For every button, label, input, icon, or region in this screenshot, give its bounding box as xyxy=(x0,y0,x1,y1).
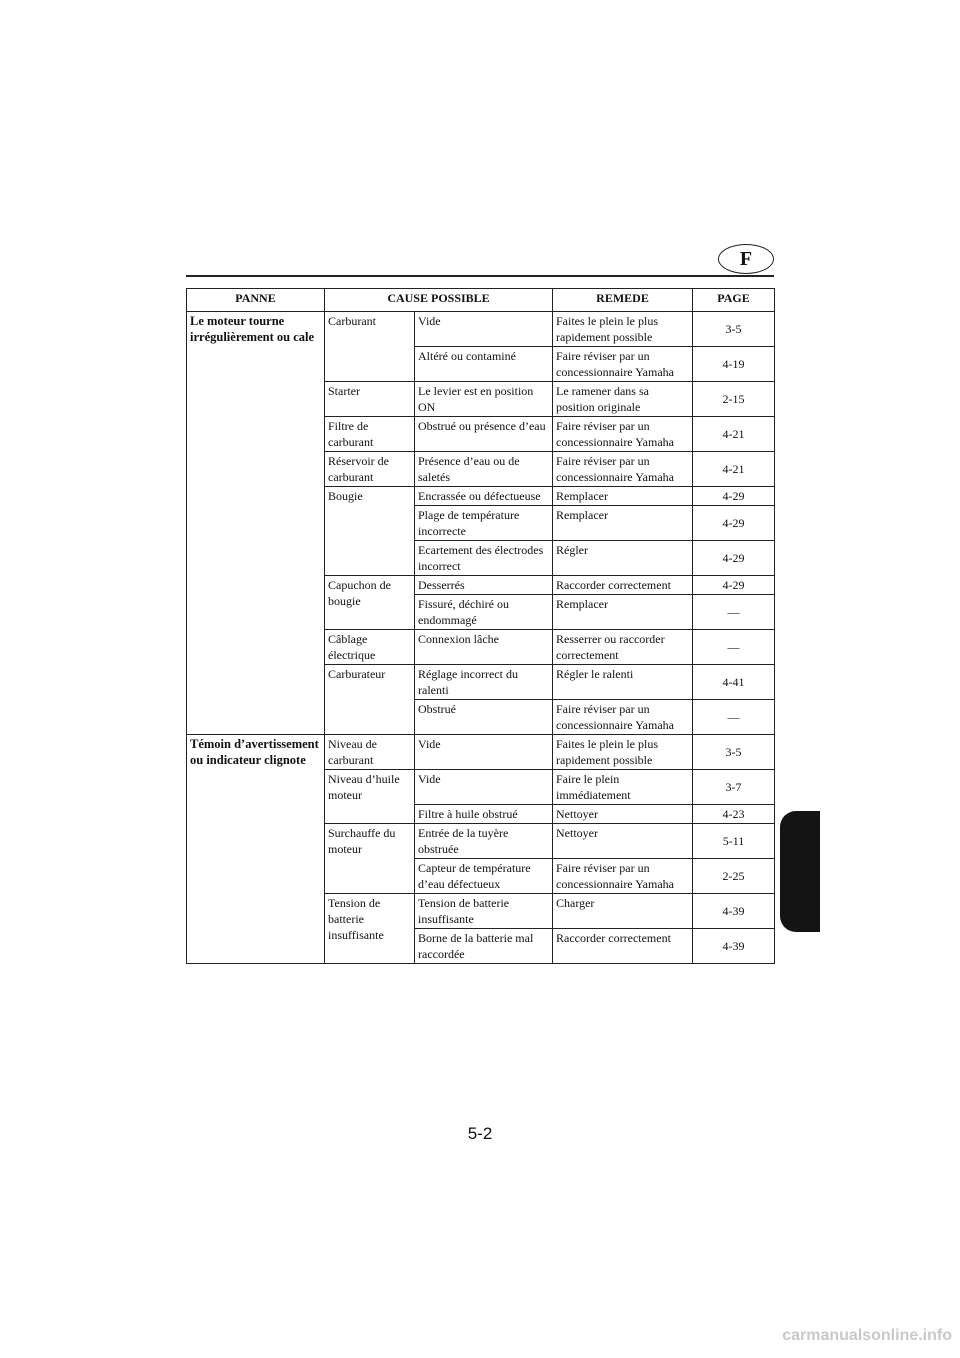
remede-cell: Faire le plein immédiatement xyxy=(553,770,693,805)
header-panne: PANNE xyxy=(187,289,325,312)
page-cell: — xyxy=(693,630,775,665)
detail-cell: Plage de température incorrecte xyxy=(415,506,553,541)
page-cell: 4-41 xyxy=(693,665,775,700)
page-number: 5-2 xyxy=(467,1124,493,1143)
detail-cell: Fissuré, déchiré ou endommagé xyxy=(415,595,553,630)
table-row xyxy=(187,735,775,770)
remede-cell: Remplacer xyxy=(553,506,693,541)
detail-cell: Ecartement des électrodes incorrect xyxy=(415,541,553,576)
detail-cell: Borne de la batterie mal raccordée xyxy=(415,929,553,964)
detail-cell: Tension de batterie insuffisante xyxy=(415,894,553,929)
page-cell: 5-11 xyxy=(693,824,775,859)
remede-cell: Régler le ralenti xyxy=(553,665,693,700)
remede-cell: Faire réviser par un concessionnaire Yamaha xyxy=(553,417,693,452)
cause-cell: Bougie xyxy=(325,487,415,576)
page-cell: 4-39 xyxy=(693,894,775,929)
watermark-text: carmanualsonline.info xyxy=(782,1327,952,1344)
cause-cell: Surchauffe du moteur xyxy=(325,824,415,894)
page-cell: 4-29 xyxy=(693,487,775,506)
detail-cell: Obstrué ou présence d’eau xyxy=(415,417,553,452)
page-cell: 2-25 xyxy=(693,859,775,894)
cause-cell: Niveau de carburant xyxy=(325,735,415,770)
detail-cell: Obstrué xyxy=(415,700,553,735)
remede-cell: Le ramener dans sa position originale xyxy=(553,382,693,417)
remede-cell: Faire réviser par un concessionnaire Yamaha xyxy=(553,700,693,735)
detail-cell: Réglage incorrect du ralenti xyxy=(415,665,553,700)
table-row xyxy=(187,312,775,347)
remede-cell: Resserrer ou raccorder correctement xyxy=(553,630,693,665)
table-header-row xyxy=(187,289,775,312)
detail-cell: Capteur de température d’eau défectueux xyxy=(415,859,553,894)
cause-cell: Réservoir de carburant xyxy=(325,452,415,487)
section-tab xyxy=(780,811,820,932)
detail-cell: Filtre à huile obstrué xyxy=(415,805,553,824)
cause-cell: Carburant xyxy=(325,312,415,382)
page-cell: 4-29 xyxy=(693,541,775,576)
detail-cell: Encrassée ou défectueuse xyxy=(415,487,553,506)
detail-cell: Vide xyxy=(415,770,553,805)
detail-cell: Connexion lâche xyxy=(415,630,553,665)
header-page: PAGE xyxy=(693,289,775,312)
language-badge: F xyxy=(718,244,774,274)
remede-cell: Faire réviser par un concessionnaire Yamaha xyxy=(553,347,693,382)
page-cell: 2-15 xyxy=(693,382,775,417)
detail-cell: Entrée de la tuyère obstruée xyxy=(415,824,553,859)
page-cell: 3-5 xyxy=(693,312,775,347)
remede-cell: Raccorder correctement xyxy=(553,576,693,595)
remede-cell: Charger xyxy=(553,894,693,929)
cause-cell: Niveau d’huile moteur xyxy=(325,770,415,824)
remede-cell: Remplacer xyxy=(553,595,693,630)
page-cell: 4-23 xyxy=(693,805,775,824)
detail-cell: Le levier est en position ON xyxy=(415,382,553,417)
page-cell: 3-7 xyxy=(693,770,775,805)
detail-cell: Présence d’eau ou de saletés xyxy=(415,452,553,487)
cause-cell: Carburateur xyxy=(325,665,415,735)
header-rule xyxy=(186,275,774,277)
page-cell: 4-19 xyxy=(693,347,775,382)
panne-cell: Le moteur tourne irrégulièrement ou cale xyxy=(187,312,325,735)
cause-cell: Filtre de carburant xyxy=(325,417,415,452)
detail-cell: Vide xyxy=(415,735,553,770)
remede-cell: Raccorder correctement xyxy=(553,929,693,964)
page-cell: — xyxy=(693,700,775,735)
table-body xyxy=(187,312,775,964)
detail-cell: Vide xyxy=(415,312,553,347)
page-cell: 4-21 xyxy=(693,452,775,487)
remede-cell: Régler xyxy=(553,541,693,576)
cause-cell: Câblage électrique xyxy=(325,630,415,665)
header-cause-possible: CAUSE POSSIBLE xyxy=(325,289,553,312)
page-cell: 4-29 xyxy=(693,506,775,541)
page-cell: 4-29 xyxy=(693,576,775,595)
header-remede: REMEDE xyxy=(553,289,693,312)
remede-cell: Remplacer xyxy=(553,487,693,506)
detail-cell: Altéré ou contaminé xyxy=(415,347,553,382)
remede-cell: Faire réviser par un concessionnaire Yamaha xyxy=(553,859,693,894)
page-cell: 4-21 xyxy=(693,417,775,452)
remede-cell: Nettoyer xyxy=(553,824,693,859)
remede-cell: Nettoyer xyxy=(553,805,693,824)
panne-cell: Témoin d’avertissement ou indicateur clignote xyxy=(187,735,325,964)
remede-cell: Faire réviser par un concessionnaire Yamaha xyxy=(553,452,693,487)
cause-cell: Starter xyxy=(325,382,415,417)
remede-cell: Faites le plein le plus rapidement possible xyxy=(553,312,693,347)
page-cell: 4-39 xyxy=(693,929,775,964)
cause-cell: Capuchon de bougie xyxy=(325,576,415,630)
page-cell: 3-5 xyxy=(693,735,775,770)
remede-cell: Faites le plein le plus rapidement possible xyxy=(553,735,693,770)
troubleshooting-table xyxy=(186,288,775,964)
cause-cell: Tension de batterie insuffisante xyxy=(325,894,415,964)
detail-cell: Desserrés xyxy=(415,576,553,595)
page-cell: — xyxy=(693,595,775,630)
